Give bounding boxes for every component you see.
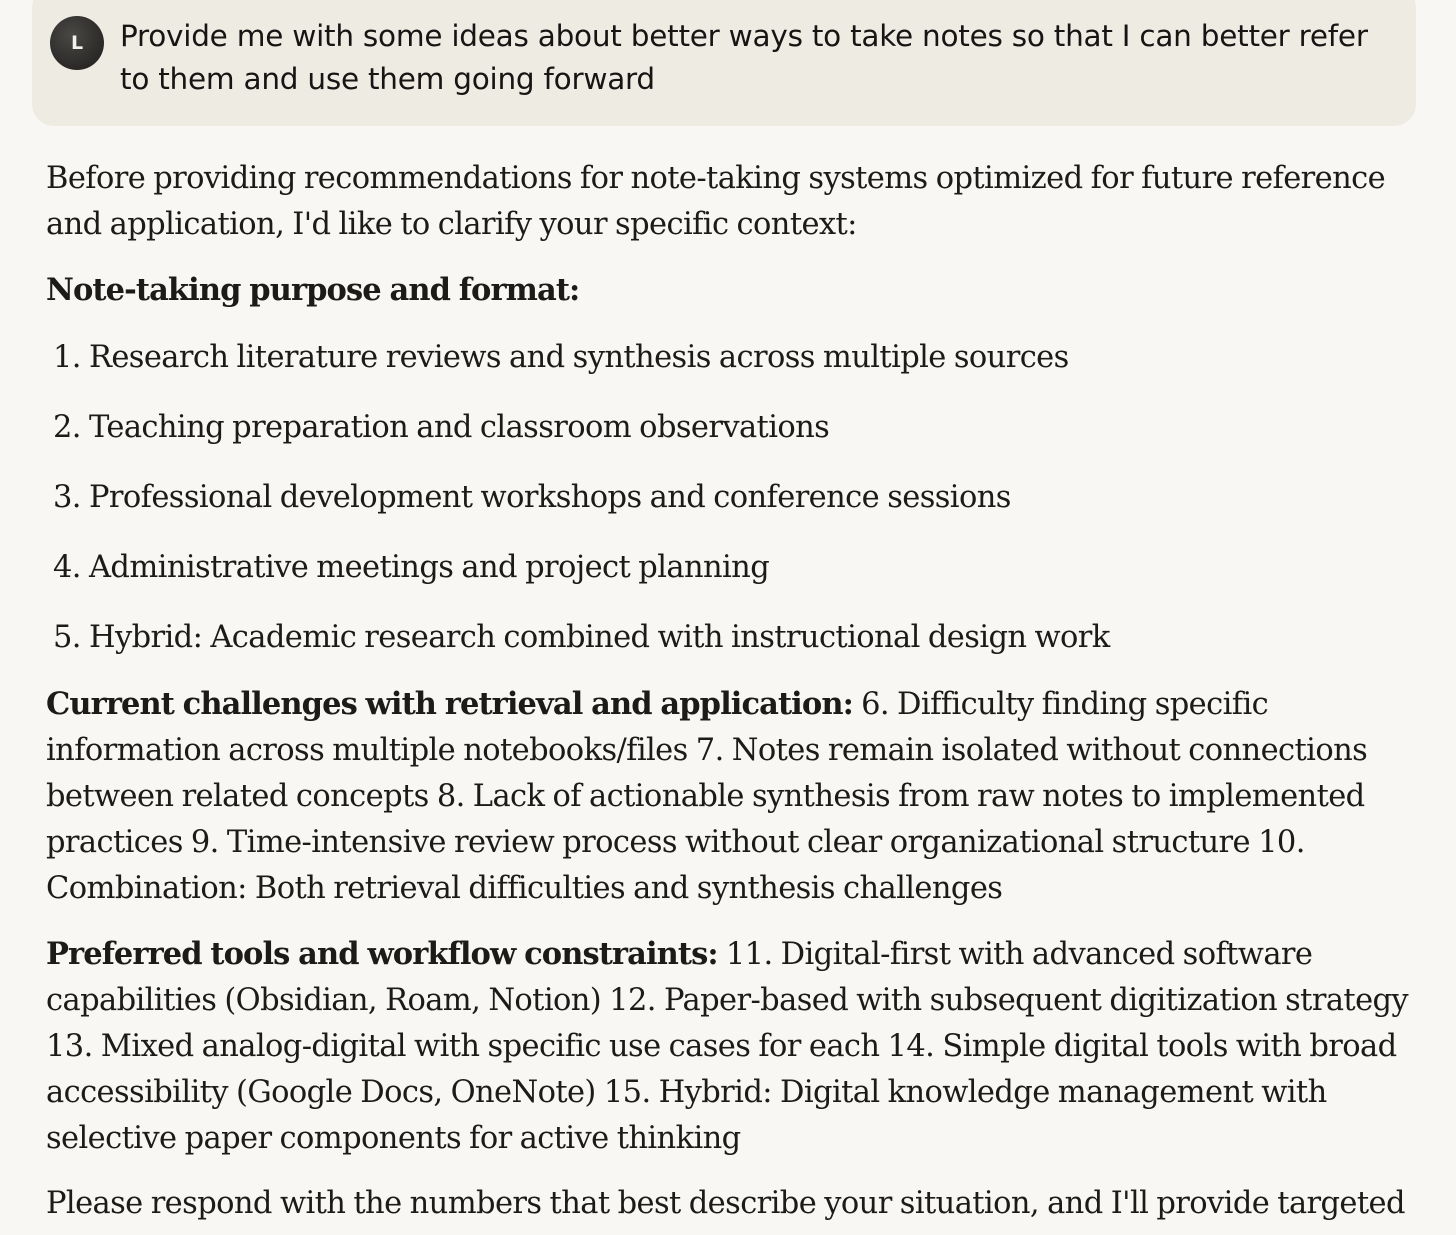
user-avatar[interactable]: L	[50, 16, 104, 70]
list-item: 1. Research literature reviews and synthesis across multiple sources	[53, 340, 1069, 375]
list-item: 4. Administrative meetings and project planning	[53, 550, 770, 585]
list-item: 2. Teaching preparation and classroom observations	[53, 410, 830, 445]
challenges-paragraph	[46, 681, 1441, 912]
assistant-reply	[46, 156, 1441, 1235]
section-heading-purpose-text: Note-taking purpose and format:	[46, 272, 580, 308]
user-message-text: Provide me with some ideas about better ways to take notes so that I can better refer to them and use them going forward	[120, 19, 1368, 96]
reply-intro: Before providing recommendations for note-taking systems optimized for future reference and application, I'd like to clarify your specific context:	[46, 161, 1386, 242]
list-item: 3. Professional development workshops and conference sessions	[53, 480, 1011, 515]
reply-closing: Please respond with the numbers that best describe your situation, and I'll provide targeted	[46, 1186, 1405, 1221]
tools-options-text: 11. Digital-first with advanced software capabilities (Obsidian, Roam, Notion) 12. Paper-based with subsequent digitization strategy 13. Mixed analog-digital with specific use cases for each 14. Simple digital tools with broad accessibility (Google Docs, OneNote) 15. Hybrid: Digital knowledge management with selective paper components for active thinking	[46, 937, 1409, 1156]
purpose-options-list	[46, 335, 1441, 661]
challenges-options-text: 6. Difficulty finding specific information across multiple notebooks/files 7. Notes remain isolated without connections between related concepts 8. Lack of actionable synthesis from raw notes to implemented practices 9. Time-intensive review process without clear organizational structure 10. Combination: Both retrieval difficulties and synthesis challenges	[46, 687, 1368, 906]
tools-paragraph	[46, 931, 1441, 1162]
list-item: 5. Hybrid: Academic research combined with instructional design work	[53, 620, 1110, 655]
section-heading-challenges: Current challenges with retrieval and application:	[46, 686, 853, 722]
section-heading-purpose	[46, 267, 1441, 314]
section-heading-tools: Preferred tools and workflow constraints:	[46, 936, 718, 972]
